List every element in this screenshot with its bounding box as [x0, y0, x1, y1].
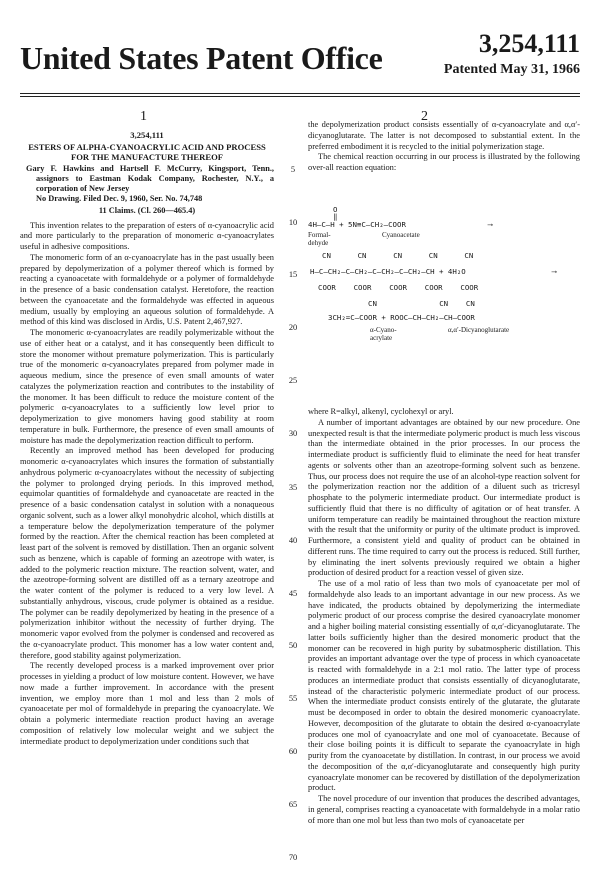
label-acrylate-a: α-Cyano- — [370, 326, 397, 334]
column-number-2: 2 — [421, 109, 428, 124]
polymer-chain: H—C—CH₂—C—CH₂—C—CH₂—C—CH₂—CH + 4H₂O — [310, 267, 466, 276]
formaldehyde-double-bond: ‖ — [333, 212, 338, 221]
line-number: 70 — [288, 853, 298, 862]
line-number: 25 — [288, 376, 298, 385]
patent-number-caption: 3,254,111 — [130, 130, 164, 140]
filing-info: No Drawing. Filed Dec. 9, 1960, Ser. No. 74,748 — [36, 193, 203, 203]
line-number: 45 — [288, 589, 298, 598]
reaction-arrow-2: ⟶ — [552, 267, 557, 276]
line-number: 15 — [288, 270, 298, 279]
line-number: 50 — [288, 641, 298, 650]
right-column-top — [308, 120, 580, 174]
reactants: 4H—C—H + 5N≡C—CH₂—COOR — [308, 220, 406, 229]
line-number: 30 — [288, 429, 298, 438]
office-title: United States Patent Office — [20, 40, 383, 76]
patent-date: Patented May 31, 1966 — [443, 62, 580, 77]
paragraph: Recently an improved method has been developed for producing monomeric α-cyanoacrylates which insures the formation of substantially anhydrous polymeric α-cyanoacrylates without the necessity of subjecting the polymer to prolonged drying periods. In this improved method, equimolar quantities of formaldehyde and cyanoacetate are reacted in the presence of a basic condensation catalyst in solution with a nonaqueous organic solvent, such as a lower alkyl monohydric alcohol, which distills at a temperature below the depolymerization temperature of the polymer formed by the reaction. After the chemical reaction has been completed at least part of the solvent is removed by distillation. Then an organic solvent such as benzene, which is capable of forming an azeotrope with water, is added to the polymeric reaction mixture. The reaction solvent, water, and the azeotrope-forming solvent are distilled off as a ternary azeotrope and the water content of the polymer is reduced to a very low level. A substantially anhydrous, viscous, crude polymer is obtained as a residue. The polymer can be readily depolymerized by heating in the presence of a polymerization inhibitor without the necessity of further drying. The monomeric vapor evolved from the polymer is condensed and recovered as the α-cyanoacrylate product. This monomer has a low water content and, therefore, good stability against polymerization. — [20, 446, 274, 660]
inventors-text: Gary F. Hawkins and Hartsell F. McCurry, Kingsport, Tenn., assignors to Eastman Kodak Company, Rochester, N.Y., a corporation of New Jersey — [26, 163, 274, 193]
header-rule-top — [20, 93, 580, 94]
claims-line: 11 Claims. (Cl. 260—465.4) — [98, 205, 196, 215]
line-number: 10 — [288, 218, 298, 227]
paragraph: The monomeric α-cyanoacrylates are readily polymerizable without the use of either heat or a catalyst, and it has consequently been difficult to store the monomer without premature polymerization. This is particularly true of the monomeric α-cyanoacrylates prepared from polymer made in aqueous medium, since the presence of even small amounts of water catalyzes the polymerization reaction and contributes to the instability of the monomer. It has been difficult to reduce the moisture content of the polymeric α-cyanoacrylates to a sufficiently low level prior to depolymerization to give monomers having good stability at room temperature in bulk. Furthermore, the presence of even small amounts of moisture has made the depolymerization reaction difficult to perform. — [20, 328, 274, 445]
paragraph: where R=alkyl, alkenyl, cyclohexyl or aryl. — [308, 407, 454, 416]
label-acrylate-b: acrylate — [370, 334, 393, 342]
reaction-arrow: ⟶ — [488, 220, 493, 229]
column-number-1: 1 — [140, 109, 147, 124]
label-formaldehyde-b: dehyde — [308, 239, 329, 247]
left-column — [20, 130, 274, 747]
formaldehyde-oxygen: O — [333, 205, 338, 214]
polymer-coor-row: COOR COOR COOR COOR COOR — [318, 283, 479, 292]
right-column-bottom — [308, 407, 580, 826]
products: 3CH₂=C—COOR + ROOC—CH—CH₂—CH—COOR — [328, 313, 475, 322]
products-cn-row: CN CN CN — [368, 299, 475, 308]
inventors — [20, 164, 274, 204]
line-number: 5 — [290, 165, 296, 174]
paragraph: The use of a mol ratio of less than two mols of cyanoacetate per mol of formaldehyde also leads to an important advantage in our new process. As we have indicated, the products obtained by depolymerizing the intermediate polymeric product of our process comprise the desired cyanoacrylate monomer and a higher boiling material consisting essentially of α,α′-dicyanoglutarate. The latter boils sufficiently higher than the desired monomeric product that the monomer can be recovered in high purity by subatmospheric distillation. This provides an important advantage over the type of process in which cyanoacetate is reacted with formaldehyde in a 2:1 mol ratio. The latter type of process produces an intermediate product that consists essentially of dicyanoglutarate, instead of the characteristic polymeric intermediate product of our process. When the intermediate product consists entirely of the glutarate, the glutarate must be decomposed in order to obtain the desired monomeric cyanoacrylate. However, decomposition of the glutarate to obtain the desired α-cyanoacrylate produces one mol of cyanoacrylate and one mol of cyanoacetate. Because of their close boiling points it is difficult to separate the cyanoacrylate in high purity from the cyanoacetate by distillation. In contrast, in our process we avoid the decomposition of the α,α′-dicyanoglutarate and consequently high purity cyanoacrylate monomer can be recovered by distillation of the depolymerization product. — [308, 579, 580, 793]
reaction-equation — [308, 205, 580, 405]
polymer-cn-row: CN CN CN CN CN — [322, 251, 474, 260]
paragraph: A number of important advantages are obtained by our new procedure. One unexpected result is that the intermediate polymeric product is much less viscous than the intermediate obtained in the prior processes. In our process the intermediate product is sufficiently fluid to eliminate the need for heat transfer agents or solvents other than an azeotrope-forming solvent such as benzene. Thus, our process does not require the use of an alcohol-type reaction solvent for the polymerization reaction nor the addition of a diluent such as tricresyl phosphate to the polymeric intermediate product. Our intermediate product is sufficiently fluid that there is no difficulty of agitation or of heat transfer. A uniform temperature can readily be maintained throughout the reaction mixture with the result that the uniformity or purity of the ultimate product is improved. Furthermore, a consistent yield and quality of product can be obtained in different runs. The time required to carry out the process is reduced. Still further, by eliminating the inert solvents previously required we obtain a higher production of desired product for a reaction vessel of given size. — [308, 417, 580, 578]
patent-number-header: 3,254,111 — [478, 29, 580, 58]
header-rule-bottom — [20, 96, 580, 97]
label-formaldehyde-a: Formal- — [308, 231, 331, 239]
paragraph: This invention relates to the preparation of esters of α-cyanoacrylic acid and more particularly to the preparation of monomeric α-cyanoacrylates useful in adhesive compositions. — [20, 220, 274, 251]
paragraph: The novel procedure of our invention that produces the described advantages, in general, comprises reacting a cyanoacetate with formaldehyde in a molar ratio of more than one mol but less than two mols of cyanoacetate per — [308, 794, 580, 825]
label-cyanoacetate: Cyanoacetate — [382, 231, 420, 239]
paragraph: The monomeric form of an α-cyanoacrylate has in the past usually been prepared by depolymerization of a polymer thereof which is formed by reacting a cyanoacetate with formaldehyde or a polymer of formaldehyde in the presence of a basic condensation catalyst. Heretofore, the reaction between the cyanoacetate and the formaldehyde was effected in aqueous medium, usually by employing an aqueous solution of formaldehyde. A method of this kind was disclosed in Ardis, U.S. Patent 2,467,927. — [20, 252, 274, 327]
line-number: 65 — [288, 800, 298, 809]
paragraph: The recently developed process is a marked improvement over prior processes in yielding a product of low moisture content. However, we have now made a further improvement. In accordance with the present invention, we employ more than 1 mol and less than 2 mols of cyanoacetate per mol of formaldehyde in preparing the cyanoacrylate. We obtain a polymeric intermediate reaction product having an average composition of relatively low molecular weight and we subject the intermediate product to depolymerization under conditions such that — [20, 661, 274, 746]
paragraph: The chemical reaction occurring in our process is illustrated by the following over-all reaction equation: — [308, 152, 580, 172]
patent-title: ESTERS OF ALPHA-CYANOACRYLIC ACID AND PROCESS FOR THE MANUFACTURE THEREOF — [28, 141, 266, 162]
line-number: 20 — [288, 323, 298, 332]
label-glutarate: α,α′-Dicyanoglutarate — [448, 326, 510, 334]
line-number: 60 — [288, 747, 298, 756]
paragraph: the depolymerization product consists essentially of α-cyanoacrylate and α,α′-dicyanoglutarate. The latter is not decomposed to substantial extent. In the preferred embodiment it is recycled to the initial polymerization stage. — [308, 120, 580, 151]
line-number: 40 — [288, 536, 298, 545]
line-number: 35 — [288, 483, 298, 492]
line-number: 55 — [288, 694, 298, 703]
